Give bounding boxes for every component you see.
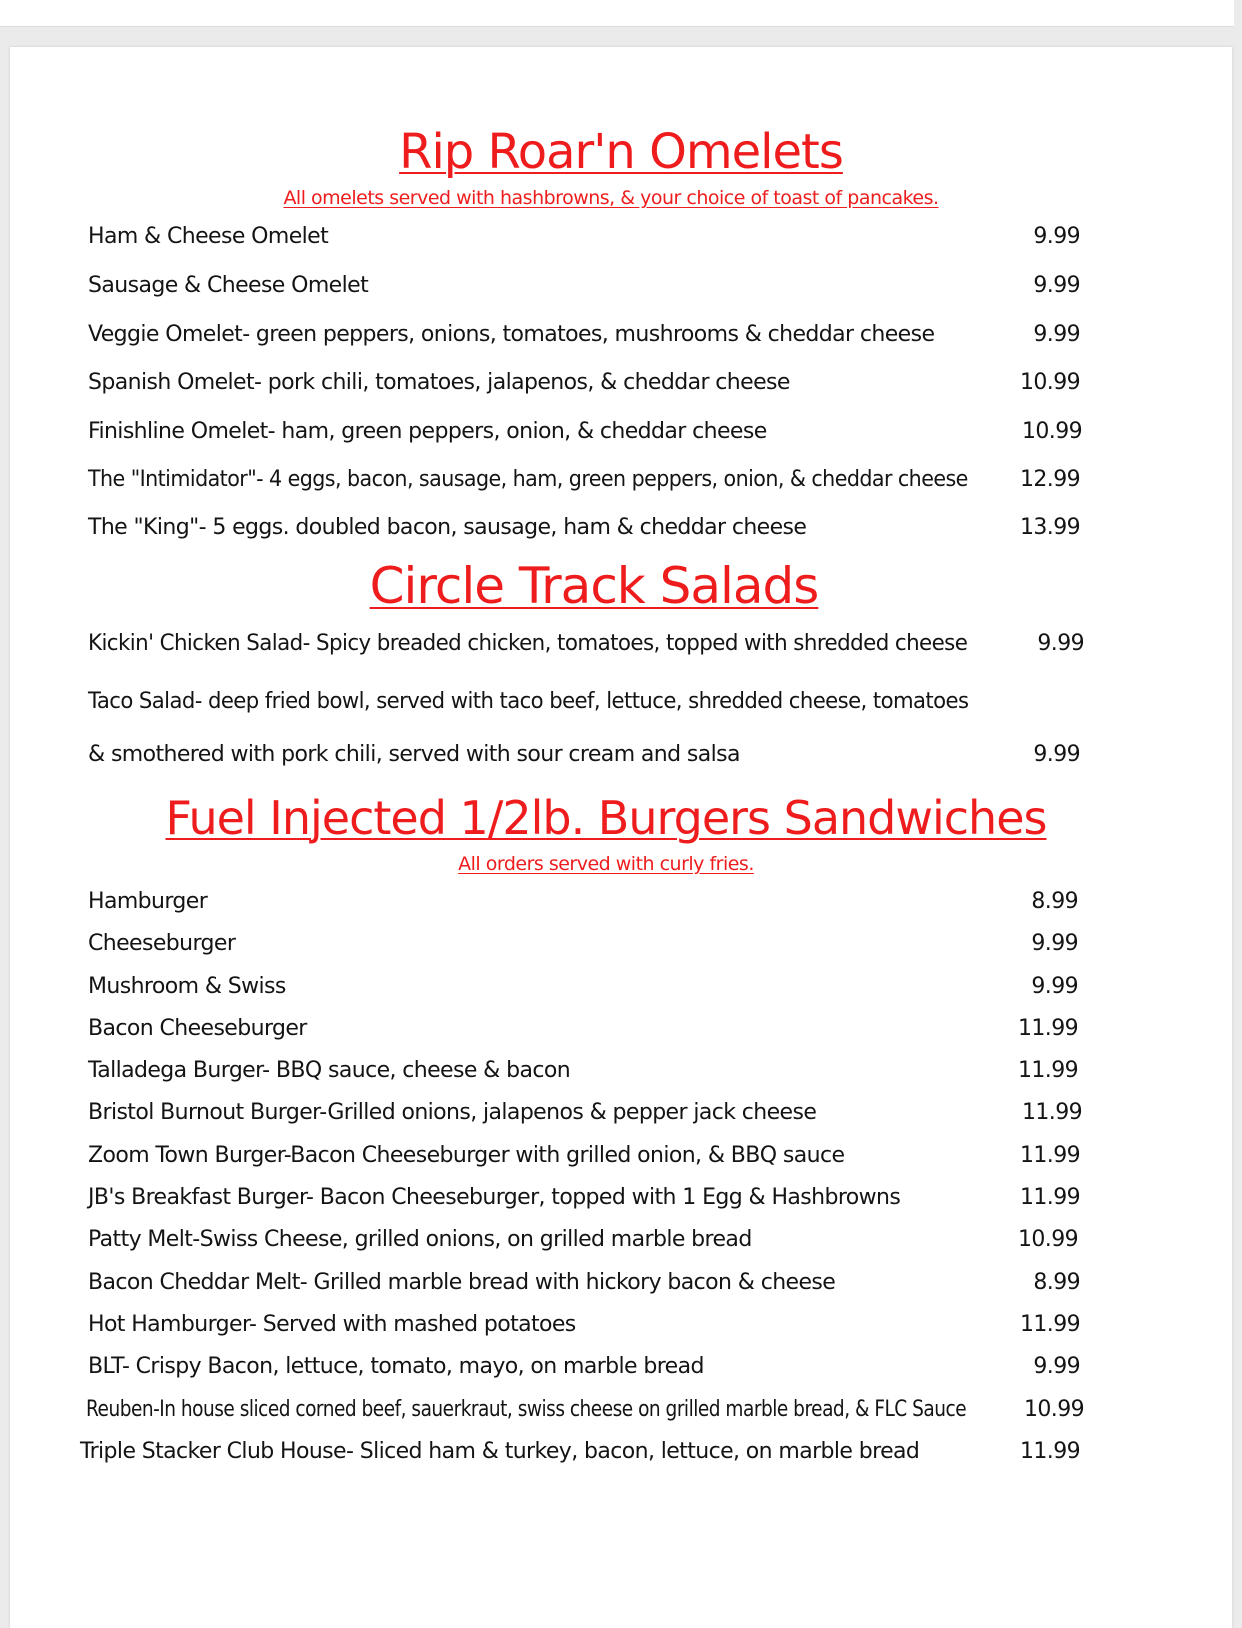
menu-item-name: Mushroom & Swiss [88, 974, 286, 999]
menu-item-price: 13.99 [1020, 515, 1080, 540]
menu-item-name-continued: & smothered with pork chili, served with sour cream and salsa [88, 742, 740, 767]
menu-item-price: 10.99 [1020, 370, 1080, 395]
menu-item-name: Talladega Burger- BBQ sauce, cheese & bacon [88, 1058, 571, 1083]
menu-item-price: 12.99 [1020, 467, 1080, 492]
omelets-heading: Rip Roar'n Omelets [399, 124, 843, 180]
menu-item-price: 9.99 [1037, 631, 1084, 656]
menu-item-price: 11.99 [1018, 1016, 1078, 1041]
menu-item-price: 9.99 [1031, 931, 1078, 956]
menu-item-price: 9.99 [1031, 974, 1078, 999]
menu-item-name: The "King"- 5 eggs. doubled bacon, sausage, ham & cheddar cheese [88, 515, 807, 540]
menu-item-price: 9.99 [1033, 273, 1080, 298]
menu-item-price: 11.99 [1020, 1185, 1080, 1210]
omelets-note: All omelets served with hashbrowns, & your choice of toast of pancakes. [283, 187, 939, 209]
menu-item-price: 11.99 [1020, 1439, 1080, 1464]
menu-item-name: JB's Breakfast Burger- Bacon Cheeseburger, topped with 1 Egg & Hashbrowns [88, 1185, 901, 1210]
previous-page-edge [0, 0, 1234, 27]
menu-item-name: Spanish Omelet- pork chili, tomatoes, jalapenos, & cheddar cheese [88, 370, 790, 395]
menu-item-name: Finishline Omelet- ham, green peppers, onion, & cheddar cheese [88, 419, 767, 444]
menu-item-name: Taco Salad- deep fried bowl, served with taco beef, lettuce, shredded cheese, tomatoes [88, 689, 969, 714]
burgers-note: All orders served with curly fries. [458, 853, 754, 875]
menu-item-price: 8.99 [1031, 889, 1078, 914]
salads-heading: Circle Track Salads [369, 557, 819, 615]
menu-item-name: Ham & Cheese Omelet [88, 224, 329, 249]
menu-item-name: Kickin' Chicken Salad- Spicy breaded chicken, tomatoes, topped with shredded cheese [88, 631, 968, 656]
menu-item-name: Patty Melt-Swiss Cheese, grilled onions, on grilled marble bread [88, 1227, 752, 1252]
menu-item-name: Cheeseburger [88, 931, 236, 956]
menu-item-name: Bacon Cheddar Melt- Grilled marble bread with hickory bacon & cheese [88, 1270, 836, 1295]
menu-item-name: Zoom Town Burger-Bacon Cheeseburger with grilled onion, & BBQ sauce [88, 1143, 845, 1168]
menu-item-price: 9.99 [1033, 742, 1080, 767]
menu-item-price: 10.99 [1024, 1397, 1084, 1422]
menu-item-name: Sausage & Cheese Omelet [88, 273, 369, 298]
menu-item-name: Veggie Omelet- green peppers, onions, tomatoes, mushrooms & cheddar cheese [88, 322, 935, 347]
menu-item-name: BLT- Crispy Bacon, lettuce, tomato, mayo, on marble bread [88, 1354, 704, 1379]
menu-item-price: 11.99 [1020, 1143, 1080, 1168]
menu-item-price: 11.99 [1018, 1058, 1078, 1083]
menu-item-name: The "Intimidator"- 4 eggs, bacon, sausage, ham, green peppers, onion, & cheddar cheese [88, 467, 968, 492]
menu-item-name: Hamburger [88, 889, 208, 914]
menu-item-name: Bacon Cheeseburger [88, 1016, 307, 1041]
menu-item-price: 9.99 [1033, 1354, 1080, 1379]
burgers-heading: Fuel Injected 1/2lb. Burgers Sandwiches [165, 791, 1047, 845]
menu-item-name: Triple Stacker Club House- Sliced ham & turkey, bacon, lettuce, on marble bread [80, 1439, 920, 1464]
menu-item-name: Reuben-In house sliced corned beef, sauerkraut, swiss cheese on grilled marble bread, & FLC Sauce [86, 1397, 967, 1422]
menu-item-price: 11.99 [1022, 1100, 1082, 1125]
menu-item-price: 9.99 [1033, 322, 1080, 347]
menu-item-price: 10.99 [1018, 1227, 1078, 1252]
menu-item-name: Bristol Burnout Burger-Grilled onions, jalapenos & pepper jack cheese [88, 1100, 817, 1125]
menu-item-price: 10.99 [1022, 419, 1082, 444]
menu-item-name: Hot Hamburger- Served with mashed potatoes [88, 1312, 576, 1337]
menu-item-price: 8.99 [1033, 1270, 1080, 1295]
menu-item-price: 11.99 [1020, 1312, 1080, 1337]
menu-item-price: 9.99 [1033, 224, 1080, 249]
